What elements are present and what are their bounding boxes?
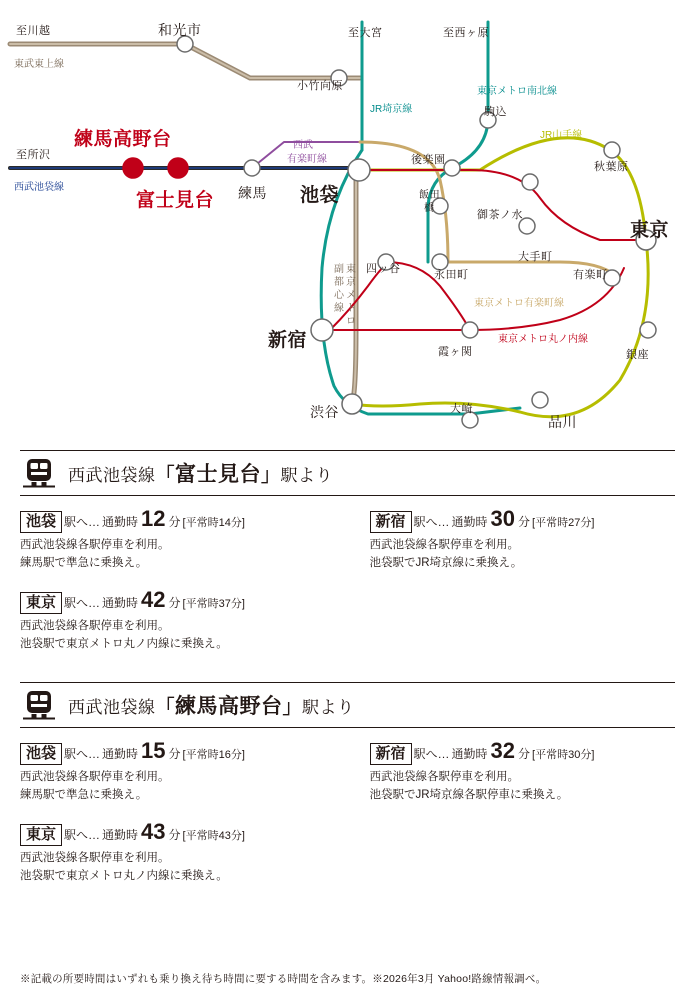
map-label-40: 東京メトロ丸ノ内線: [498, 334, 588, 345]
time-type-label: 通勤時: [451, 746, 488, 761]
section-title-suffix: 駅より: [280, 466, 334, 485]
time-type-label: 通勤時: [102, 746, 139, 761]
section-spacer: [0, 668, 695, 682]
map-label-34: メ: [346, 290, 356, 301]
train-icon: [22, 458, 56, 488]
map-label-ikebukuro: 池袋: [300, 185, 340, 206]
minutes-value: 12: [141, 506, 166, 531]
map-label-36: ロ: [346, 316, 356, 327]
map-label-43: 大崎: [450, 403, 473, 415]
minutes-unit: 分: [168, 746, 181, 761]
route-description-line: 西武池袋線各駅停車を利用。: [20, 771, 170, 783]
map-label-3: 至大宮: [348, 27, 383, 39]
normal-time: [平常時43分]: [182, 829, 245, 842]
normal-time: [平常時27分]: [532, 517, 595, 529]
route-description-line: 練馬駅で準急に乗換え。: [20, 788, 148, 801]
time-type-label: 通勤時: [451, 515, 488, 529]
map-label-nerimatakanodai: 練馬高野台: [74, 129, 172, 150]
normal-time: [平常時14分]: [182, 517, 245, 529]
route-description-line: 西武池袋線各駅停車を利用。: [20, 620, 170, 633]
route-description-line: 西武池袋線各駅停車を利用。: [369, 539, 519, 552]
normal-time: [平常時37分]: [182, 597, 245, 610]
route-description-line: 練馬駅で準急に乗換え。: [20, 557, 148, 570]
times-column-left: [20, 506, 348, 668]
route-description-line: 西武池袋線各駅停車を利用。: [20, 851, 170, 864]
map-label-13: 有楽町線: [287, 154, 327, 165]
map-label-fujimidai: 富士見台: [136, 190, 215, 211]
train-icon: [22, 690, 56, 720]
map-label-1: 東武東上線: [14, 59, 64, 70]
route-description: [20, 537, 348, 573]
route-description: [370, 537, 676, 573]
map-label-41: 銀座: [626, 349, 649, 361]
map-label-4: 至西ヶ原: [443, 27, 489, 39]
destination-station: 新宿: [370, 743, 412, 765]
map-label-5: 小竹向原: [297, 80, 343, 92]
destination-station: 新宿: [370, 511, 412, 533]
section-nerimatakanodai: [20, 682, 675, 900]
map-label-tokyo: 東京: [630, 220, 670, 241]
time-entry: [20, 738, 348, 805]
map-label-44: 品川: [548, 414, 577, 430]
map-label-20: 飯田: [419, 190, 440, 201]
map-label-31: 線: [334, 303, 344, 314]
map-label-shinjuku: 新宿: [268, 330, 308, 351]
minutes-value: 30: [490, 506, 516, 531]
times-grid-nerimatakanodai: [20, 738, 675, 900]
route-description: [20, 618, 348, 654]
quote-close: 」: [261, 465, 281, 486]
minutes-unit: 分: [168, 827, 181, 842]
map-label-2: 和光市: [158, 22, 202, 38]
section-title-line: 西武池袋線: [68, 466, 156, 485]
map-label-16: 西武池袋線: [14, 182, 64, 193]
map-label-0: 至川越: [16, 25, 51, 37]
route-description-line: 西武池袋線各駅停車を利用。: [369, 771, 519, 783]
section-title-fujimidai: [68, 458, 333, 488]
map-label-21: 橋: [424, 203, 435, 214]
times-column-left: [20, 738, 348, 900]
section-header-fujimidai: [20, 450, 675, 496]
map-label-22: 御茶ノ水: [477, 209, 523, 221]
destination-station: 東京: [20, 592, 62, 614]
destination-suffix: 駅へ…: [64, 746, 101, 761]
time-type-label: 通勤時: [102, 827, 139, 842]
destination-station: 池袋: [20, 743, 62, 765]
map-label-27: 有楽町: [573, 269, 608, 281]
map-label-25: 四ッ谷: [366, 263, 401, 275]
section-title-station: 練馬高野台: [175, 694, 283, 718]
map-label-12: 西武: [293, 140, 313, 151]
times-column-right: [348, 506, 676, 668]
destination-suffix: 駅へ…: [64, 827, 101, 842]
map-label-8: 駒込: [484, 106, 507, 118]
footnote: ※記載の所要時間はいずれも乗り換え待ち時間に要する時間を含みます。※2026年3月 Yahoo!路線情報調べ。: [20, 973, 547, 985]
section-header-nerimatakanodai: [20, 682, 675, 728]
map-label-26: 永田町: [434, 269, 469, 281]
map-label-10: 至所沢: [16, 149, 51, 161]
times-column-right: [348, 738, 676, 900]
quote-open: 「: [155, 465, 176, 486]
section-title-nerimatakanodai: [68, 690, 355, 720]
route-description-line: 池袋駅で東京メトロ丸ノ内線に乗換え。: [20, 637, 228, 650]
section-fujimidai: [20, 450, 675, 668]
section-title-line: 西武池袋線: [68, 697, 156, 717]
time-entry: [370, 506, 676, 573]
normal-time: [平常時16分]: [182, 748, 245, 761]
map-label-39: 霞ヶ関: [438, 346, 473, 358]
route-map: [0, 0, 695, 450]
destination-station: 東京: [20, 824, 62, 846]
time-entry: [20, 587, 348, 654]
map-label-7: JR埼京線: [370, 104, 413, 115]
section-title-suffix: 駅より: [302, 697, 355, 717]
map-label-18: 練馬: [238, 185, 267, 201]
map-label-9: JR山手線: [540, 130, 583, 141]
route-description: [20, 769, 348, 805]
quote-close: 」: [282, 696, 303, 718]
minutes-value: 15: [141, 737, 166, 763]
route-description-line: 池袋駅で東京メトロ丸ノ内線に乗換え。: [20, 869, 228, 882]
time-entry: [20, 506, 348, 573]
map-label-30: 心: [334, 290, 344, 301]
quote-open: 「: [155, 696, 176, 718]
route-description: [20, 850, 348, 886]
minutes-unit: 分: [168, 595, 181, 610]
map-label-28: 副: [334, 264, 344, 275]
time-entry: [370, 738, 676, 805]
minutes-value: 32: [490, 737, 516, 763]
destination-suffix: 駅へ…: [413, 746, 450, 761]
map-label-37: 東京メトロ有楽町線: [474, 298, 564, 309]
map-label-6: 東京メトロ南北線: [477, 86, 557, 97]
map-label-42: 渋谷: [310, 404, 339, 420]
time-type-label: 通勤時: [102, 595, 139, 610]
map-label-33: 京: [346, 277, 356, 288]
time-type-label: 通勤時: [102, 515, 139, 529]
map-label-15: 秋葉原: [594, 161, 629, 173]
destination-suffix: 駅へ…: [64, 595, 101, 610]
minutes-unit: 分: [168, 515, 181, 529]
destination-station: 池袋: [20, 511, 62, 533]
minutes-unit: 分: [518, 746, 531, 761]
route-description-line: 池袋駅でJR埼京線に乗換え。: [369, 557, 523, 570]
route-description: [370, 769, 676, 805]
route-map-lines: [0, 0, 695, 450]
map-label-32: 東: [346, 264, 356, 275]
minutes-value: 42: [141, 586, 166, 612]
destination-suffix: 駅へ…: [64, 515, 101, 529]
section-title-station: 富士見台: [175, 463, 262, 486]
time-entry: [20, 819, 348, 886]
map-label-14: 後楽園: [411, 154, 446, 166]
minutes-unit: 分: [518, 515, 531, 529]
times-grid-fujimidai: [20, 506, 675, 668]
map-label-35: ト: [346, 303, 356, 314]
map-label-29: 都: [334, 277, 344, 288]
route-description-line: 西武池袋線各駅停車を利用。: [20, 539, 170, 552]
route-description-line: 池袋駅でJR埼京線各駅停車に乗換え。: [369, 788, 569, 801]
destination-suffix: 駅へ…: [413, 515, 450, 529]
map-label-24: 大手町: [518, 251, 553, 263]
minutes-value: 43: [141, 818, 166, 844]
normal-time: [平常時30分]: [532, 748, 595, 761]
